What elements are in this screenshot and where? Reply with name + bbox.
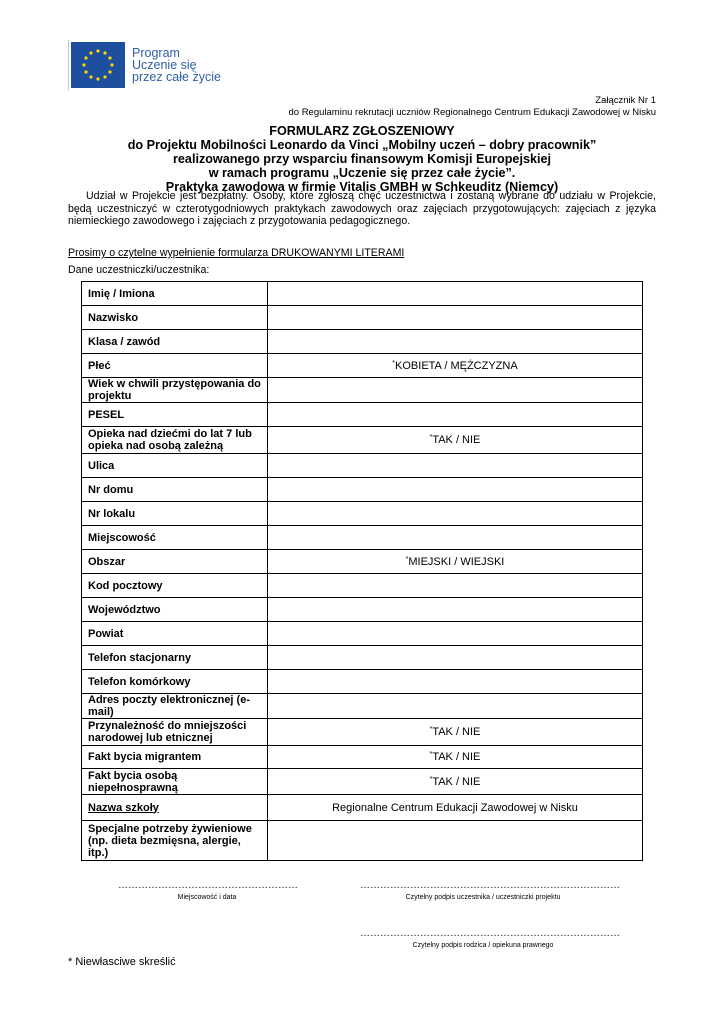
field-value[interactable]	[268, 330, 643, 354]
field-value-text: TAK / NIE	[432, 726, 481, 738]
field-value[interactable]	[268, 478, 643, 502]
form-row	[82, 574, 643, 598]
field-label-text: Obszar	[88, 555, 126, 568]
form-row	[82, 306, 643, 330]
field-label	[82, 550, 268, 574]
annex-reference	[288, 95, 656, 119]
field-label	[82, 378, 268, 403]
print-instruction: Prosimy o czytelne wypełnienie formularza DRUKOWANYMI LITERAMI	[68, 247, 405, 259]
field-label	[82, 403, 268, 427]
field-value[interactable]	[268, 646, 643, 670]
field-label-text: PESEL	[88, 408, 125, 421]
field-label-text: Województwo	[88, 603, 161, 616]
logo-line-1: Program	[132, 46, 180, 60]
form-row	[82, 354, 643, 378]
field-label	[82, 821, 268, 861]
footnote: * Niewłasciwe skreślić	[68, 956, 176, 968]
field-value[interactable]	[268, 306, 643, 330]
strike-out-mark: *	[429, 775, 433, 783]
field-value[interactable]	[268, 694, 643, 719]
form-row	[82, 330, 643, 354]
field-label-text: Powiat	[88, 627, 124, 640]
form-row	[82, 769, 643, 795]
strike-out-mark: *	[405, 555, 409, 563]
field-value[interactable]	[268, 795, 643, 821]
field-label	[82, 526, 268, 550]
field-value[interactable]	[268, 719, 643, 746]
field-label-text: Klasa / zawód	[88, 335, 161, 348]
field-label	[82, 769, 268, 795]
field-label-text: Telefon stacjonarny	[88, 651, 192, 664]
field-label-text: Nazwisko	[88, 311, 139, 324]
field-label-text: Fakt bycia migrantem	[88, 751, 202, 763]
field-label-text: Adres poczty elektronicznej (e-mail)	[88, 694, 250, 718]
logo-line-2: Uczenie się	[132, 58, 197, 72]
field-value[interactable]	[268, 769, 643, 795]
form-row	[82, 378, 643, 403]
field-value[interactable]	[268, 403, 643, 427]
parent-signature-line[interactable]: ……………………………………………………………………	[360, 928, 620, 939]
field-value-text: TAK / NIE	[432, 775, 481, 788]
form-row	[82, 403, 643, 427]
field-value[interactable]	[268, 454, 643, 478]
field-value-text: KOBIETA / MĘŻCZYZNA	[395, 359, 518, 372]
form-row	[82, 598, 643, 622]
field-value[interactable]	[268, 378, 643, 403]
field-label-text: Imię / Imiona	[88, 287, 155, 300]
field-label	[82, 670, 268, 694]
field-label-text: Kod pocztowy	[88, 579, 163, 592]
field-value[interactable]	[268, 526, 643, 550]
field-label-text: Specjalne potrzeby żywieniowe (np. dieta bezmięsna, alergie, itp.)	[88, 822, 252, 859]
form-row	[82, 670, 643, 694]
field-label	[82, 622, 268, 646]
field-value-text: TAK / NIE	[432, 751, 481, 763]
field-label	[82, 746, 268, 769]
field-label	[82, 502, 268, 526]
title-line-1: FORMULARZ ZGŁOSZENIOWY	[269, 124, 455, 138]
field-label-text: Przynależność do mniejszości narodowej lub etnicznej	[88, 720, 247, 744]
field-label	[82, 646, 268, 670]
field-value-text: MIEJSKI / WIEJSKI	[408, 555, 505, 568]
field-label-text: Płeć	[88, 359, 111, 372]
field-label-text: Fakt bycia osobą niepełnosprawną	[88, 769, 178, 794]
field-label-text: Ulica	[88, 459, 115, 472]
field-value[interactable]	[268, 821, 643, 861]
form-row	[82, 282, 643, 306]
field-value[interactable]	[268, 354, 643, 378]
form-row	[82, 478, 643, 502]
field-value[interactable]	[268, 622, 643, 646]
field-label-text: Wiek w chwili przystępowania do projektu	[88, 378, 261, 402]
form-row	[82, 694, 643, 719]
form-row	[82, 719, 643, 746]
field-label	[82, 282, 268, 306]
field-value[interactable]	[268, 670, 643, 694]
form-row	[82, 646, 643, 670]
field-label	[82, 694, 268, 719]
participant-data-heading: Dane uczestniczki/uczestnika:	[68, 264, 210, 276]
strike-out-mark: *	[429, 751, 433, 758]
field-value[interactable]	[268, 502, 643, 526]
form-title	[60, 124, 664, 194]
program-logo	[68, 40, 238, 90]
field-label-text: Nr lokalu	[88, 507, 136, 520]
title-line-2: do Projektu Mobilności Leonardo da Vinci „Mobilny uczeń – dobry pracownik”	[127, 138, 597, 152]
annex-regulation: do Regulaminu rekrutacji uczniów Regionalnego Centrum Edukacji Zawodowej w Nisku	[288, 107, 656, 118]
field-label-text: Telefon komórkowy	[88, 675, 191, 688]
field-label	[82, 454, 268, 478]
logo-line-3: przez całe życie	[132, 70, 221, 84]
form-row	[82, 427, 643, 454]
form-row	[82, 502, 643, 526]
registration-form-table	[81, 281, 643, 861]
field-value[interactable]	[268, 427, 643, 454]
form-row	[82, 550, 643, 574]
participant-signature-label: Czytelny podpis uczestnika / uczestniczki projektu	[405, 894, 561, 901]
annex-number: Załącznik Nr 1	[595, 95, 656, 106]
form-row	[82, 795, 643, 821]
field-label-text: Miejscowość	[88, 531, 156, 544]
field-label	[82, 354, 268, 378]
title-line-4: w ramach programu „Uczenie się przez całe życie”.	[208, 166, 516, 180]
field-label-text: Nazwa szkoły	[88, 801, 159, 814]
field-label	[82, 478, 268, 502]
field-value[interactable]	[268, 746, 643, 769]
field-value[interactable]	[268, 282, 643, 306]
field-label	[82, 598, 268, 622]
form-row	[82, 622, 643, 646]
place-date-label: Miejscowość i data	[177, 894, 237, 901]
strike-out-mark: *	[429, 726, 433, 733]
eu-flag-icon	[68, 40, 126, 90]
intro-paragraph: Udział w Projekcie jest bezpłatny. Osoby, które zgłoszą chęć uczestnictwa i zostaną wybrane do udziału w Projekcie, będą uczestniczyć w czterotygodniowych praktykach zawodowych oraz zajęciach przygotowujących: zajęciach z języka niemieckiego zawodowego i zajęciach z przygotowania pedagogicznego.	[68, 190, 656, 227]
form-row	[82, 821, 643, 861]
field-label	[82, 795, 268, 821]
strike-out-mark: *	[392, 359, 396, 367]
logo-text	[132, 47, 221, 83]
field-label	[82, 306, 268, 330]
field-value[interactable]	[268, 598, 643, 622]
field-value-text: Regionalne Centrum Edukacji Zawodowej w Nisku	[332, 801, 578, 814]
title-line-5: Praktyka zawodowa w firmie Vitalis GMBH w Schkeuditz (Niemcy)	[165, 180, 559, 194]
place-date-line[interactable]: ………………………………………………	[118, 880, 298, 891]
field-value-text: TAK / NIE	[432, 434, 481, 446]
field-label	[82, 719, 268, 746]
strike-out-mark: *	[429, 434, 433, 441]
field-label	[82, 427, 268, 454]
title-line-3: realizowanego przy wsparciu finansowym Komisji Europejskiej	[173, 152, 551, 166]
field-label-text: Opieka nad dziećmi do lat 7 lub opieka nad osobą zależną	[88, 428, 252, 452]
form-row	[82, 746, 643, 769]
form-row	[82, 454, 643, 478]
field-label-text: Nr domu	[88, 483, 134, 496]
field-label	[82, 574, 268, 598]
field-value[interactable]	[268, 574, 643, 598]
parent-signature-label: Czytelny podpis rodzica / opiekuna prawnego	[412, 942, 554, 949]
form-row	[82, 526, 643, 550]
field-label	[82, 330, 268, 354]
participant-signature-line[interactable]: ……………………………………………………………………	[360, 880, 620, 891]
field-value[interactable]	[268, 550, 643, 574]
